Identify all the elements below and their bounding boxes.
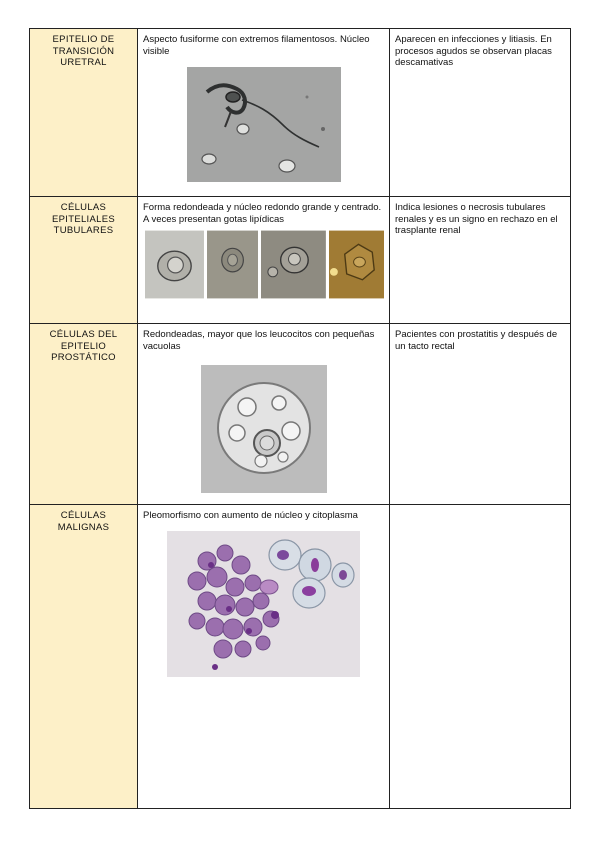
cell-notes: [390, 324, 571, 505]
tubular-cell-micrograph-1: [145, 230, 204, 299]
table-row: [30, 324, 571, 505]
tubular-cell-micrograph-3: [261, 230, 326, 299]
notes-text: Pacientes con prostatitis y después de un tacto rectal: [395, 329, 558, 352]
cell-description: [138, 324, 390, 505]
description-text: Forma redondeada y núcleo redondo grande y centrado. A veces presentan gotas lipídicas: [143, 202, 382, 225]
notes-text: Indica lesiones o necrosis tubulares renales y es un signo en rechazo en el trasplante renal: [395, 202, 558, 236]
cell-name: [30, 197, 138, 324]
urethral-cell-micrograph: [187, 67, 341, 182]
tubular-cell-micrograph-4: [329, 230, 384, 299]
cell-name: [30, 29, 138, 197]
table-row: [30, 29, 571, 197]
description-text: Redondeadas, mayor que los leucocitos con pequeñas vacuolas: [143, 329, 375, 352]
cell-notes: [390, 197, 571, 324]
table-row: [30, 505, 571, 809]
cell-name: [30, 324, 138, 505]
tubular-cell-micrograph-2: [207, 230, 258, 299]
table-row: [30, 197, 571, 324]
cell-description: [138, 29, 390, 197]
cell-notes: [390, 505, 571, 809]
cell-name: [30, 505, 138, 809]
cell-type-label: CÉLULAS MALIGNAS: [57, 510, 110, 533]
notes-text: Aparecen en infecciones y litiasis. En procesos agudos se observan placas descamativas: [395, 34, 552, 68]
description-text: Pleomorfismo con aumento de núcleo y citoplasma: [143, 510, 358, 521]
cell-description: [138, 197, 390, 324]
cell-type-label: CÉLULAS EPITELIALES TUBULARES: [52, 202, 115, 236]
malignant-cells-micrograph: [167, 531, 360, 677]
cell-type-label: EPITELIO DE TRANSICIÓN URETRAL: [52, 34, 115, 68]
cell-type-label: CÉLULAS DEL EPITELIO PROSTÁTICO: [49, 329, 118, 363]
urine-cells-table: [29, 28, 571, 809]
cell-notes: [390, 29, 571, 197]
prostatic-cell-micrograph: [201, 365, 327, 493]
description-text: Aspecto fusiforme con extremos filamentosos. Núcleo visible: [143, 34, 370, 57]
cell-description: [138, 505, 390, 809]
